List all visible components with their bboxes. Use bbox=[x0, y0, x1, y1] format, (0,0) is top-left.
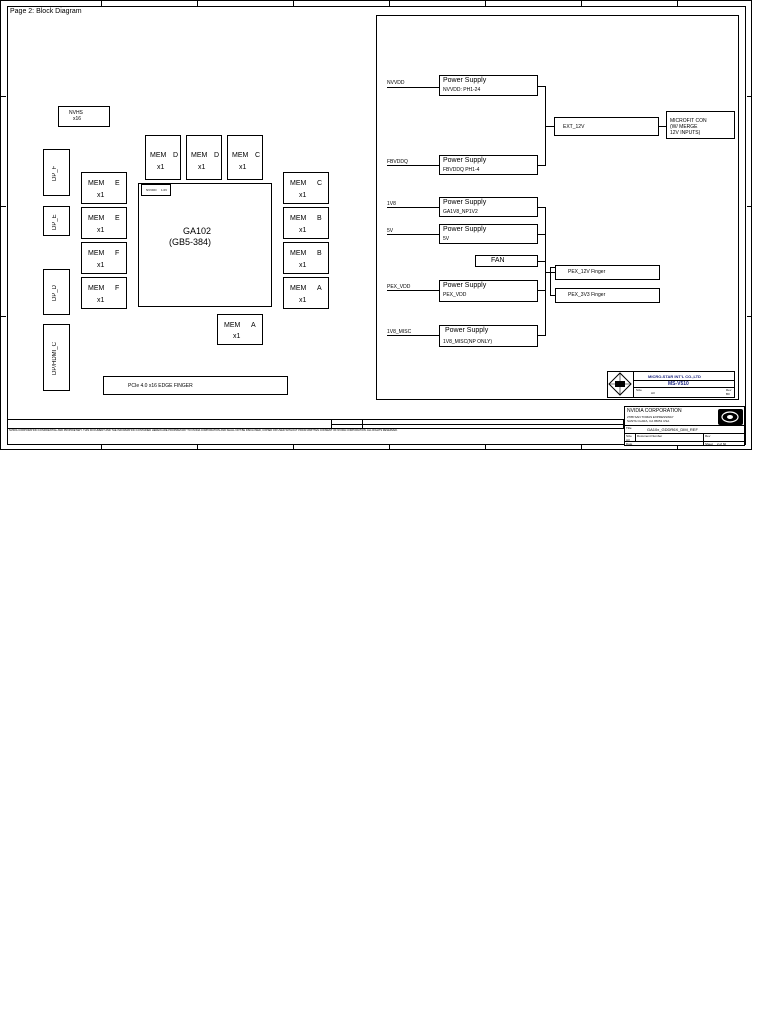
power-supply-desc: NVVDD: PH1-24 bbox=[443, 87, 481, 93]
dp-port-label: DP/HDMI_C bbox=[52, 342, 58, 376]
mem-block-right-b1 bbox=[283, 207, 329, 239]
msi-size-value: A3 bbox=[651, 391, 655, 395]
mem-count: x1 bbox=[239, 164, 247, 171]
msi-rev-value: B0 bbox=[726, 392, 730, 396]
wire bbox=[387, 87, 439, 88]
mem-label: MEM bbox=[88, 180, 105, 187]
frame-tick bbox=[293, 445, 294, 450]
mem-label: MEM bbox=[88, 250, 105, 257]
mem-channel: C bbox=[255, 152, 261, 159]
doc-number-label: Document Number bbox=[637, 434, 663, 438]
mem-block-left-e2 bbox=[81, 207, 127, 239]
mem-block-right-a bbox=[283, 277, 329, 309]
dp-port-label: DP_E bbox=[52, 214, 58, 230]
power-supply-desc: GA1V8_NP1V2 bbox=[443, 209, 478, 215]
net-label-pex-vdd: PEX_VDD bbox=[387, 284, 411, 290]
mem-channel: E bbox=[115, 215, 120, 222]
gpu-name: GA102 bbox=[183, 226, 212, 236]
mem-block-bottom-a bbox=[217, 314, 263, 345]
mem-label: MEM bbox=[224, 322, 241, 329]
mem-channel: D bbox=[173, 152, 179, 159]
nvidia-logo-icon bbox=[718, 409, 743, 425]
frame-tick bbox=[1, 316, 6, 317]
power-supply-title: Power Supply bbox=[443, 226, 487, 233]
mem-label: MEM bbox=[290, 215, 307, 222]
pex-12v-label: PEX_12V Finger bbox=[568, 269, 606, 275]
company-name: NVIDIA CORPORATION bbox=[627, 408, 682, 414]
frame-tick bbox=[581, 445, 582, 450]
divider bbox=[703, 433, 704, 446]
net-label-1v8: 1V8 bbox=[387, 201, 396, 207]
divider bbox=[625, 425, 744, 426]
microfit-line2: (W/ MERGE bbox=[670, 124, 698, 130]
nvidia-title-block bbox=[624, 406, 745, 446]
mem-count: x1 bbox=[157, 164, 165, 171]
frame-tick bbox=[1, 96, 6, 97]
mem-channel: F bbox=[115, 285, 120, 292]
frame-tick bbox=[747, 206, 752, 207]
power-supply-nvvdd bbox=[439, 75, 538, 96]
frame-tick bbox=[747, 316, 752, 317]
microfit-line3: 12V INPUTS) bbox=[670, 130, 701, 136]
frame-tick bbox=[485, 445, 486, 450]
wire bbox=[538, 335, 545, 336]
page-title: Page 2: Block Diagram bbox=[10, 8, 82, 15]
gpu-rail-name: NVVDD bbox=[146, 188, 157, 192]
pex-3v3-finger bbox=[555, 288, 660, 303]
nvhs-label: NVHS bbox=[69, 110, 83, 116]
fan-block bbox=[475, 255, 538, 267]
ext-12v-block bbox=[554, 117, 659, 136]
msi-company: MICRO-STAR INT'L CO.,LTD bbox=[648, 374, 701, 379]
dp-hdmi-port-c bbox=[43, 324, 70, 391]
frame-tick bbox=[747, 96, 752, 97]
mem-count: x1 bbox=[233, 333, 241, 340]
net-label-nvvdd: NVVDD bbox=[387, 80, 405, 86]
dp-port-d bbox=[43, 269, 70, 315]
mem-label: MEM bbox=[290, 250, 307, 257]
mem-count: x1 bbox=[198, 164, 206, 171]
mem-count: x1 bbox=[299, 227, 307, 234]
msi-model: MS-V510 bbox=[668, 381, 689, 387]
mem-label: MEM bbox=[88, 215, 105, 222]
microfit-connector bbox=[666, 111, 735, 139]
dp-port-e bbox=[43, 206, 70, 236]
pex-3v3-label: PEX_3V3 Finger bbox=[568, 292, 606, 298]
power-supply-title: Power Supply bbox=[443, 157, 487, 164]
edge-finger-label: PCIe 4.0 x16 EDGE FINGER bbox=[128, 383, 193, 389]
frame-tick bbox=[101, 445, 102, 450]
power-supply-title: Power Supply bbox=[445, 327, 489, 334]
dp-port-label: DP_F bbox=[52, 165, 58, 181]
power-supply-title: Power Supply bbox=[443, 282, 487, 289]
gpu-rail-tag bbox=[141, 184, 171, 196]
size-value: A3 bbox=[626, 438, 630, 442]
net-label-5v: 5V bbox=[387, 228, 394, 234]
confidential-notice: NVIDIA CORPORATION CONFIDENTIAL AND PROPRIETARY. THIS DOCUMENT AND THE INFORMATION CONTAINED HEREIN ARE PROPRIETARY TO NVIDIA CORPORATION AND SHALL NOT BE DISCLOSED, COPIED OR USED WITHOUT PRIOR WRITTEN CONSENT OF NVIDIA CORPORATION. ALL RIGHTS RESERVED. bbox=[9, 429, 398, 432]
size-label: Size bbox=[626, 434, 632, 438]
mem-block-left-f2 bbox=[81, 277, 127, 309]
mem-count: x1 bbox=[299, 262, 307, 269]
dp-port-f bbox=[43, 149, 70, 196]
divider bbox=[634, 387, 735, 388]
fan-label: FAN bbox=[491, 257, 505, 264]
mem-label: MEM bbox=[191, 152, 208, 159]
mem-label: MEM bbox=[290, 180, 307, 187]
sheet-value: 2 of 60 bbox=[717, 442, 727, 446]
frame-tick bbox=[389, 445, 390, 450]
mem-block-right-c bbox=[283, 172, 329, 204]
mem-count: x1 bbox=[97, 297, 105, 304]
power-supply-pex-vdd bbox=[439, 280, 538, 302]
wire bbox=[387, 234, 439, 235]
wire bbox=[545, 126, 554, 127]
mem-label: MEM bbox=[88, 285, 105, 292]
company-address-1: 2788 SAN TOMAS EXPRESSWAY bbox=[627, 415, 674, 419]
wire bbox=[387, 290, 439, 291]
wire bbox=[538, 290, 545, 291]
mem-count: x1 bbox=[299, 192, 307, 199]
wire bbox=[538, 207, 545, 208]
mem-channel: B bbox=[317, 215, 322, 222]
frame-tick bbox=[1, 206, 6, 207]
mem-block-right-b2 bbox=[283, 242, 329, 274]
wire bbox=[538, 86, 545, 87]
dp-port-label: DP_D bbox=[52, 285, 58, 302]
mem-block-top-d2 bbox=[186, 135, 222, 180]
pex-12v-finger bbox=[555, 265, 660, 280]
power-supply-desc: 1V8_MISC(NP ONLY) bbox=[443, 339, 492, 345]
mem-channel: D bbox=[214, 152, 220, 159]
power-supply-1v8-misc bbox=[439, 325, 538, 347]
mem-channel: C bbox=[317, 180, 323, 187]
power-supply-title: Power Supply bbox=[443, 199, 487, 206]
rev-label: Rev bbox=[705, 434, 711, 438]
schematic-sheet bbox=[0, 0, 752, 450]
wire bbox=[550, 267, 551, 295]
wire bbox=[538, 261, 545, 262]
power-supply-fbvddq bbox=[439, 155, 538, 175]
msi-title-block bbox=[607, 371, 735, 398]
mem-block-left-f1 bbox=[81, 242, 127, 274]
drawing-title: GA10x_GDDR6X_DIM_REF bbox=[647, 427, 698, 432]
nvhs-width: x16 bbox=[73, 116, 82, 122]
gpu-package: (GB5-384) bbox=[169, 237, 212, 247]
gpu-block bbox=[138, 183, 272, 307]
divider bbox=[332, 424, 624, 425]
mem-channel: E bbox=[115, 180, 120, 187]
power-supply-5v bbox=[439, 224, 538, 244]
frame-tick bbox=[197, 445, 198, 450]
mem-channel: A bbox=[317, 285, 322, 292]
mem-count: x1 bbox=[97, 262, 105, 269]
mem-count: x1 bbox=[299, 297, 307, 304]
mem-label: MEM bbox=[290, 285, 307, 292]
wire bbox=[387, 207, 439, 208]
mem-channel: B bbox=[317, 250, 322, 257]
nvhs-block bbox=[58, 106, 110, 127]
microfit-line1: MICROFIT CON bbox=[670, 118, 707, 124]
power-supply-desc: PEX_VDD bbox=[443, 292, 467, 298]
mem-block-top-c bbox=[227, 135, 263, 180]
mem-channel: A bbox=[251, 322, 256, 329]
sheet-label: Sheet bbox=[705, 442, 713, 446]
wire bbox=[538, 234, 545, 235]
msi-rev-label: Rev bbox=[726, 388, 732, 392]
pcie-edge-finger bbox=[103, 376, 288, 395]
mem-label: MEM bbox=[232, 152, 249, 159]
msi-size-label: Size bbox=[636, 388, 642, 392]
power-supply-desc: 5V bbox=[443, 236, 450, 242]
wire bbox=[659, 126, 666, 127]
ext-12v-label: EXT_12V bbox=[563, 124, 585, 130]
net-label-fbvddq: FBVDDQ bbox=[387, 159, 408, 165]
msi-logo bbox=[608, 372, 634, 397]
mem-count: x1 bbox=[97, 227, 105, 234]
gpu-rail-voltage: 1.0V bbox=[161, 188, 168, 192]
power-supply-title: Power Supply bbox=[443, 77, 487, 84]
wire bbox=[387, 165, 439, 166]
wire bbox=[538, 165, 545, 166]
wire bbox=[387, 335, 439, 336]
msi-logo-icon bbox=[608, 372, 632, 396]
power-supply-desc: FBVDDQ PH1-4 bbox=[443, 167, 480, 173]
mem-channel: F bbox=[115, 250, 120, 257]
net-label-1v8-misc: 1V8_MISC bbox=[387, 329, 412, 335]
mem-block-top-d1 bbox=[145, 135, 181, 180]
mem-count: x1 bbox=[97, 192, 105, 199]
mem-block-left-e1 bbox=[81, 172, 127, 204]
title-label: Title bbox=[626, 426, 632, 430]
revision-box bbox=[331, 419, 624, 428]
power-supply-1v8 bbox=[439, 197, 538, 217]
date-label: Date bbox=[626, 442, 633, 446]
company-address-2: SANTA CLARA, CA 95051 USA bbox=[627, 419, 670, 423]
mem-label: MEM bbox=[150, 152, 167, 159]
